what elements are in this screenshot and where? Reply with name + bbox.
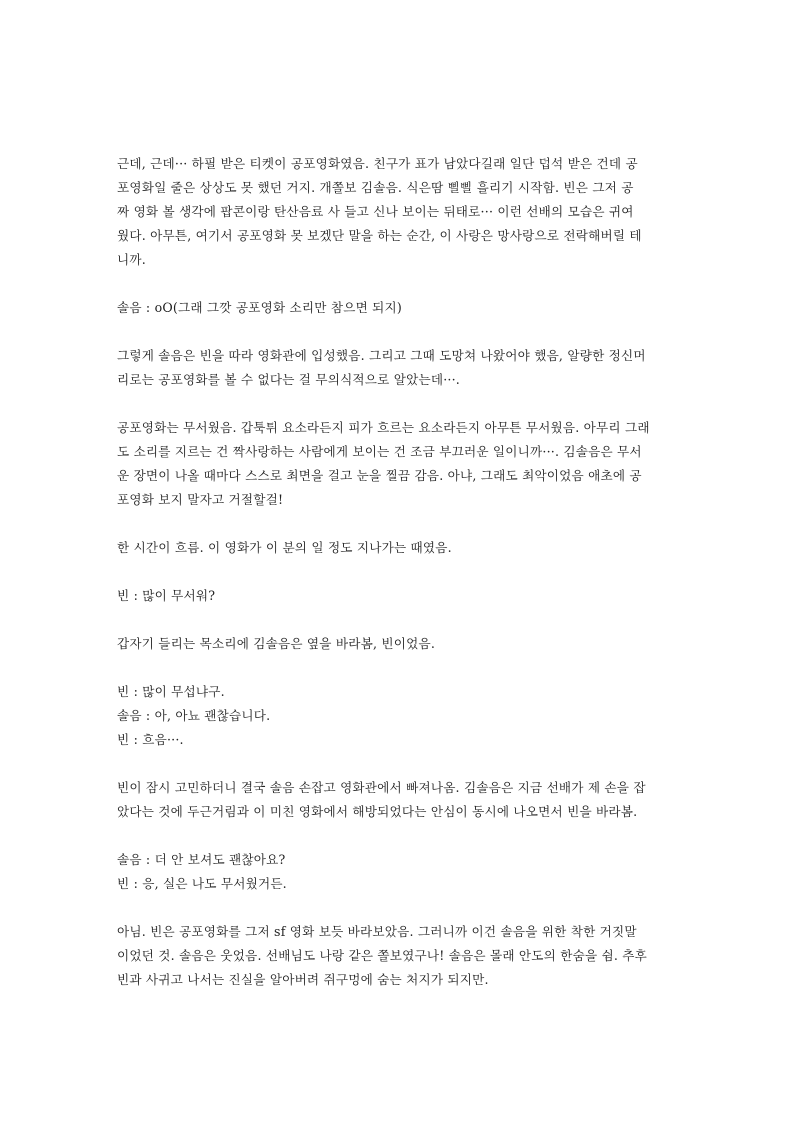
text-line: 리로는 공포영화를 볼 수 없다는 걸 무의식적으로 알았는데···. (117, 372, 461, 387)
dialogue-line: 빈 : 흐음···. (117, 732, 184, 747)
dialogue-block-4 (117, 848, 689, 896)
dialogue-block-3 (117, 680, 689, 752)
text-line: 도 소리를 지르는 건 짝사랑하는 사람에게 보이는 건 조금 부끄러운 일이니까···. 김솔음은 무서 (117, 444, 642, 459)
text-line: 빈과 사귀고 나서는 진실을 알아버려 쥐구멍에 숨는 처지가 되지만. (117, 972, 489, 987)
text-line: 갑자기 들리는 목소리에 김솔음은 옆을 바라봄, 빈이었음. (117, 636, 436, 651)
text-line: 이었던 것. 솔음은 웃었음. 선배님도 나랑 같은 쫄보였구나! 솔음은 몰래 안도의 한숨을 쉼. 추후 (117, 948, 648, 963)
dialogue-line: 빈 : 응, 실은 나도 무서웠거든. (117, 876, 287, 891)
dialogue-line: 솔음 : 아, 아뇨 괜찮습니다. (117, 708, 271, 723)
dialogue-line: 빈 : 많이 무섭냐구. (117, 684, 225, 699)
dialogue-block-2 (117, 584, 689, 608)
text-line: 포영화일 줄은 상상도 못 했던 거지. 개쫄보 김솔음. 식은땀 삘삘 흘리기 시작함. 빈은 그저 공 (117, 180, 634, 195)
dialogue-line: 빈 : 많이 무서워? (117, 588, 216, 603)
dialogue-line: 솔음 : oO(그래 그깟 공포영화 소리만 참으면 되지) (117, 300, 402, 315)
paragraph-6 (117, 776, 689, 824)
text-line: 빈이 잠시 고민하더니 결국 솔음 손잡고 영화관에서 빠져나옴. 김솔음은 지금 선배가 제 손을 잡 (117, 780, 646, 795)
dialogue-block-1 (117, 296, 689, 320)
paragraph-5 (117, 632, 689, 656)
text-line: 웠다. 아무튼, 여기서 공포영화 못 보겠단 말을 하는 순간, 이 사랑은 망사랑으로 전락해버릴 테 (117, 228, 642, 243)
dialogue-line: 솔음 : 더 안 보셔도 괜찮아요? (117, 852, 286, 867)
document-body (117, 152, 689, 1016)
paragraph-1 (117, 152, 689, 272)
text-line: 포영화 보지 말자고 거절할걸! (117, 492, 284, 507)
text-line: 근데, 근데··· 하필 받은 티켓이 공포영화였음. 친구가 표가 남았다길래 일단 덥석 받은 건데 공 (117, 156, 638, 171)
text-line: 짜 영화 볼 생각에 팝콘이랑 탄산음료 사 들고 신나 보이는 뒤태로··· 이런 선배의 모습은 귀여 (117, 204, 634, 219)
text-line: 공포영화는 무서웠음. 갑툭튀 요소라든지 피가 흐르는 요소라든지 아무튼 무서웠음. 아무리 그래 (117, 420, 650, 435)
paragraph-4 (117, 536, 689, 560)
text-line: 운 장면이 나올 때마다 스스로 최면을 걸고 눈을 찔끔 감음. 아냐, 그래도 최악이었음 애초에 공 (117, 468, 642, 483)
text-line: 았다는 것에 두근거림과 이 미친 영화에서 해방되었다는 안심이 동시에 나오면서 빈을 바라봄. (117, 804, 638, 819)
paragraph-7 (117, 920, 689, 992)
text-line: 그렇게 솔음은 빈을 따라 영화관에 입성했음. 그리고 그때 도망쳐 나왔어야 했음, 알량한 정신머 (117, 348, 646, 363)
paragraph-2 (117, 344, 689, 392)
text-line: 한 시간이 흐름. 이 영화가 이 분의 일 정도 지나가는 때였음. (117, 540, 452, 555)
paragraph-3 (117, 416, 689, 512)
text-line: 아님. 빈은 공포영화를 그저 sf 영화 보듯 바라보았음. 그러니까 이건 솔음을 위한 착한 거짓말 (117, 924, 637, 939)
text-line: 니까. (117, 252, 146, 267)
